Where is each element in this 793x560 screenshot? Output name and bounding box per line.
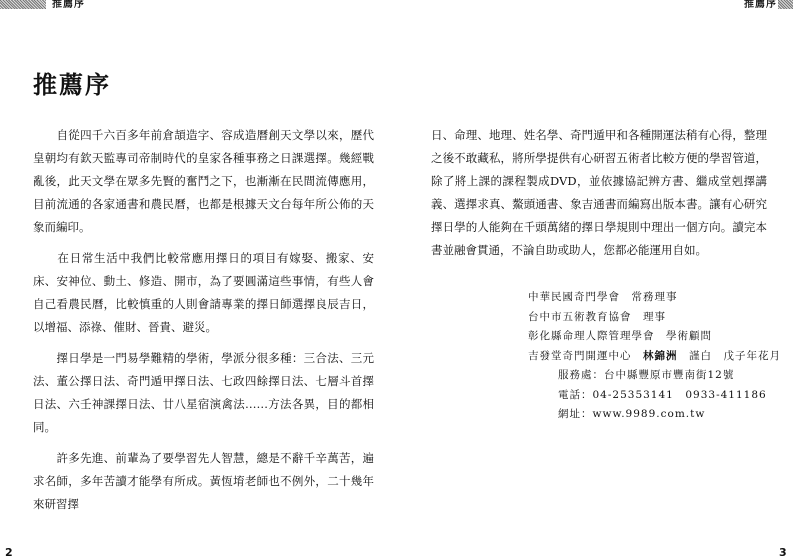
signature-date: 謹白 戊子年花月 bbox=[677, 349, 781, 362]
paragraph: 日、命理、地理、姓名學、奇門遁甲和各種開運法稍有心得，整理之後不敢藏私，將所學提供有心研習五術者比較方便的學習管道，除了將上課的課程製成DVD，並依據協記辨方書、繼成堂剋擇講義、選擇求真、鰲頭通書、象吉通書而編寫出版本書。讓有心研究擇日學的人能夠在千頭萬緒的擇日學規則中理出一個方向。讀完本書並融會貫通，不論自助或助人，您都必能運用自如。 bbox=[431, 128, 767, 257]
paragraph: 自從四千六百多年前倉頡造字、容成造曆創天文學以來，歷代皇朝均有欽天監專司帝制時代的皇家各種事務之日課選擇。幾經戰亂後，此天文學在眾多先賢的奮鬥之下，也漸漸在民間流傳應用，目前流通的各家通書和農民曆，也都是根據天文台每年所公佈的天象而編印。 bbox=[33, 128, 374, 234]
signature-author-line bbox=[528, 347, 781, 367]
author-name: 林錦洲 bbox=[643, 349, 678, 362]
header-texture-right bbox=[778, 0, 793, 9]
signature-title-2: 台中市五術教育協會 理事 bbox=[528, 310, 666, 323]
paragraph: 許多先進、前輩為了要學習先人智慧，總是不辭千辛萬苦，遍求名師，多年苦讀才能學有所成。黃恆堉老師也不例外，二十幾年來研習擇 bbox=[33, 451, 374, 511]
phone-numbers: 電話：04-25353141 0933-411186 bbox=[558, 388, 767, 401]
signature-org: 吉發堂奇門開運中心 bbox=[528, 349, 643, 362]
service-address: 服務處：台中縣豐原市豐南街12號 bbox=[558, 369, 735, 381]
running-header-right: 推薦序 bbox=[744, 0, 777, 10]
signature-title-3: 彰化縣命理人際管理學會 學術顧問 bbox=[528, 330, 712, 342]
page-number-right: 3 bbox=[779, 546, 787, 559]
signature-title-1: 中華民國奇門學會 常務理事 bbox=[528, 291, 678, 303]
header-texture-left bbox=[0, 0, 46, 9]
running-header-left: 推薦序 bbox=[52, 0, 85, 10]
page-number-left: 2 bbox=[5, 546, 13, 559]
paragraph: 在日常生活中我們比較常應用擇日的項目有嫁娶、搬家、安床、安神位、動土、修造、開市，為了要圓滿這些事情，有些人會自己看農民曆，比較慎重的人則會請專業的擇日師選擇良辰吉日，以增福、添祿、催財、晉貴、避災。 bbox=[33, 251, 374, 334]
left-column bbox=[33, 124, 374, 516]
paragraph: 擇日學是一門易學難精的學術，學派分很多種：三合法、三元法、董公擇日法、奇門遁甲擇日法、七政四餘擇日法、七層斗首擇日法、六壬神課擇日法、廿八星宿演禽法……方法各異，目的都相同。 bbox=[33, 351, 374, 434]
website-url: 網址：www.9989.com.tw bbox=[558, 408, 706, 420]
right-column bbox=[431, 124, 767, 262]
signature-block bbox=[528, 288, 781, 425]
page-title: 推薦序 bbox=[33, 70, 111, 99]
